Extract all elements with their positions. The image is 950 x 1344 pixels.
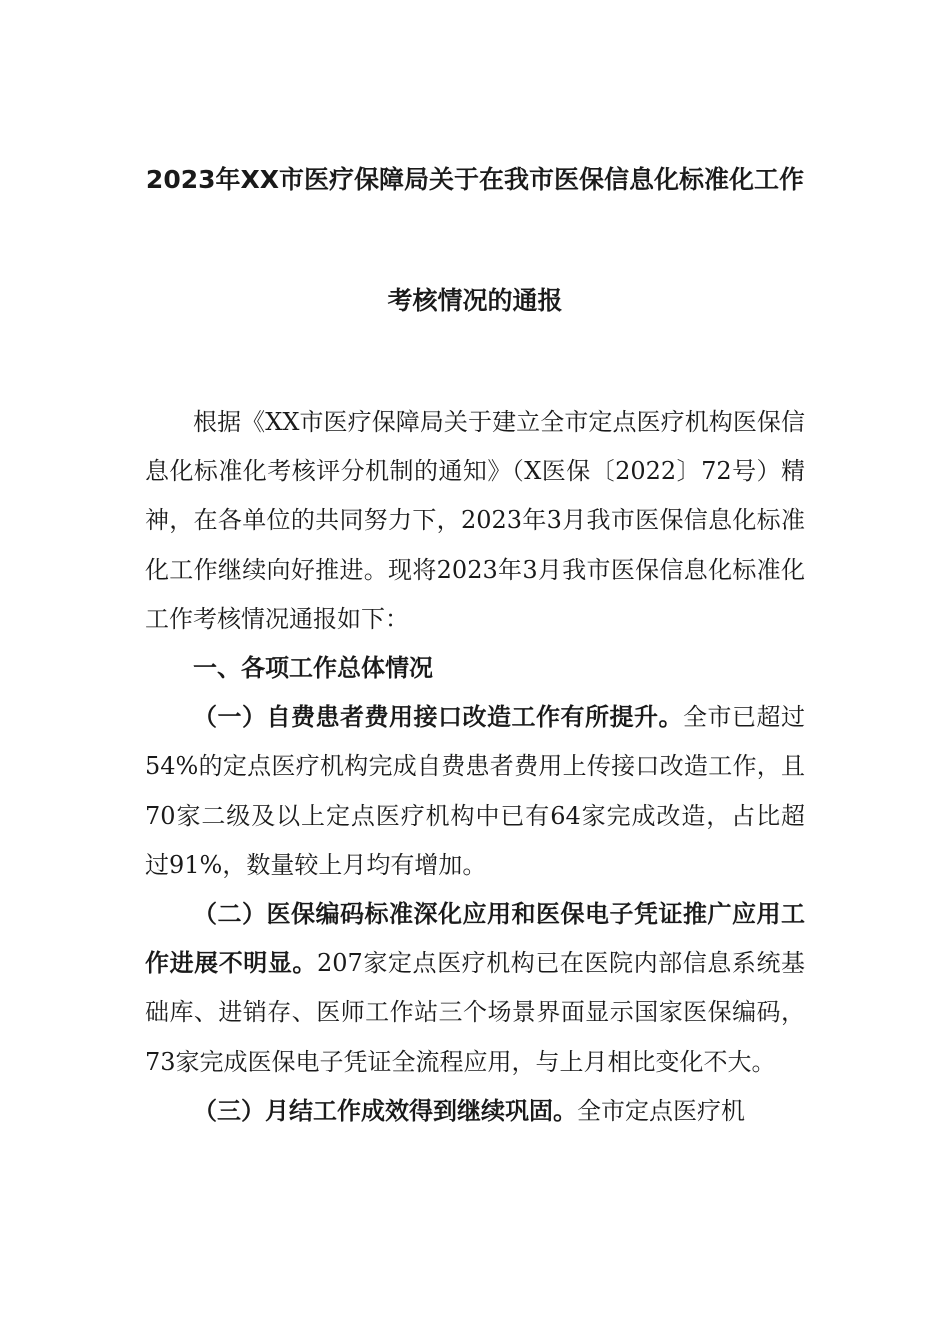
- item-text-3: 全市定点医疗机: [577, 1096, 745, 1125]
- item-lead-3: （三）月结工作成效得到继续巩固。: [193, 1096, 577, 1125]
- item-text-2: 207家定点医疗机构已在医院内部信息系统基础库、进销存、医师工作站三个场景界面显示国家医保编码，73家完成医保电子凭证全流程应用，与上月相比变化不大。: [145, 949, 806, 1076]
- item-lead-1: （一）自费患者费用接口改造工作有所提升。: [193, 703, 683, 732]
- document-body: [145, 398, 805, 1136]
- item-paragraph-3: [145, 1087, 805, 1136]
- document-title-line-1: 2023年XX市医疗保障局关于在我市医保信息化标准化工作: [145, 165, 805, 194]
- item-paragraph-1: [145, 693, 805, 890]
- document-title-line-2: 考核情况的通报: [387, 286, 563, 315]
- item-text-1: 全市已超过54%的定点医疗机构完成自费患者费用上传接口改造工作，且70家二级及以上定点医疗机构中已有64家完成改造，占比超过91%，数量较上月均有增加。: [145, 703, 805, 879]
- intro-paragraph: 根据《XX市医疗保障局关于建立全市定点医疗机构医保信息化标准化考核评分机制的通知》（X医保〔2022〕72号）精神，在各单位的共同努力下，2023年3月我市医保信息化标准化工作继续向好推进。现将2023年3月我市医保信息化标准化工作考核情况通报如下：: [145, 408, 805, 633]
- item-paragraph-2: [145, 890, 805, 1087]
- item-lead-2: （二）医保编码标准深化应用和医保电子凭证推广应用工作进展不明显。: [145, 900, 805, 978]
- section-heading-1: 一、各项工作总体情况: [193, 654, 433, 683]
